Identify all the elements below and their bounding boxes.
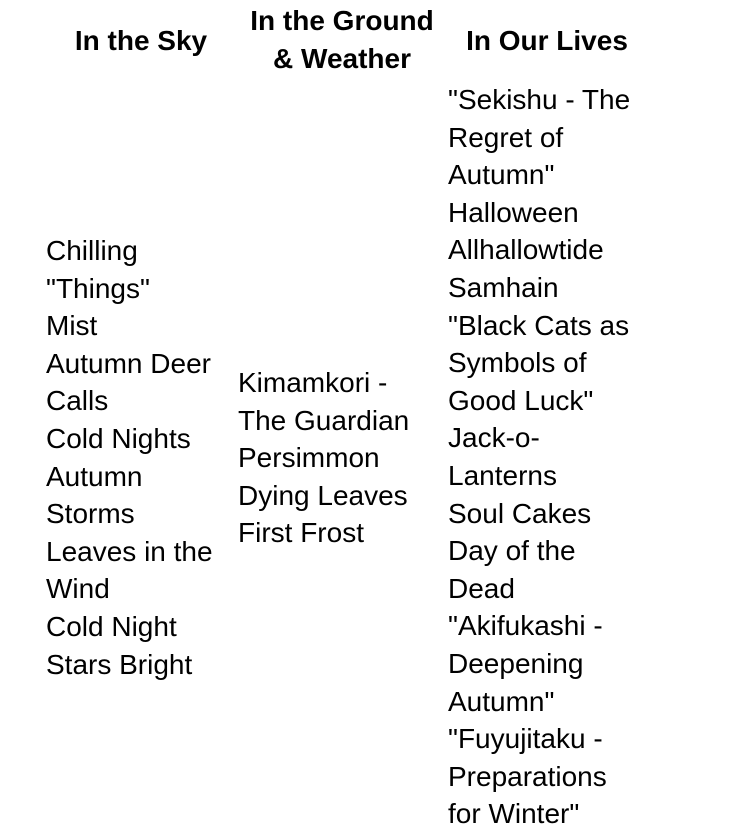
ground-item: Kimamkori - bbox=[238, 367, 388, 398]
header-line: & Weather bbox=[273, 43, 411, 74]
lives-item: Deepening bbox=[448, 647, 584, 679]
lives-item: for Winter" bbox=[448, 798, 580, 830]
sky-item: Wind bbox=[46, 573, 110, 605]
lives-item: "Sekishu - The bbox=[448, 84, 631, 115]
sky-item: Leaves in the bbox=[46, 535, 213, 567]
header-in-the-ground-weather bbox=[230, 2, 454, 78]
sky-item: Stars Bright bbox=[46, 648, 193, 680]
cell-in-our-lives bbox=[448, 81, 698, 833]
sky-item: Calls bbox=[46, 385, 109, 417]
column-in-the-sky bbox=[46, 0, 236, 832]
lives-item: Lanterns bbox=[448, 459, 557, 491]
ground-item: Persimmon bbox=[238, 442, 380, 474]
lives-item: Halloween bbox=[448, 196, 579, 228]
lives-item: Symbols of bbox=[448, 347, 587, 379]
cell-in-the-ground-weather bbox=[238, 364, 446, 552]
sky-item: Autumn bbox=[46, 460, 143, 492]
column-in-our-lives bbox=[448, 0, 698, 832]
sky-item: Cold Night bbox=[46, 610, 177, 642]
sky-item: Cold Nights bbox=[46, 422, 191, 454]
cell-in-the-sky bbox=[46, 232, 236, 683]
lives-item: "Fuyujitaku - bbox=[448, 723, 603, 755]
header-line: In the Ground bbox=[250, 5, 434, 36]
lives-item: "Black Cats as bbox=[448, 309, 630, 341]
lives-item: Allhallowtide bbox=[448, 234, 604, 266]
lives-item: Good Luck" bbox=[448, 384, 594, 416]
lives-item: "Akifukashi - bbox=[448, 610, 603, 642]
sky-item: Mist bbox=[46, 310, 98, 342]
sky-item: Autumn Deer bbox=[46, 347, 211, 379]
header-in-the-sky: In the Sky bbox=[74, 25, 208, 56]
lives-item: Day of the bbox=[448, 535, 576, 567]
lives-item: Regret of bbox=[448, 121, 564, 153]
lives-item: Jack-o- bbox=[448, 422, 540, 454]
lives-item: Soul Cakes bbox=[448, 497, 592, 529]
ground-item: The Guardian bbox=[238, 404, 410, 436]
lives-item: Autumn" bbox=[448, 159, 555, 191]
ground-item: First Frost bbox=[238, 517, 364, 549]
sky-item: "Things" bbox=[46, 272, 150, 304]
ground-item: Dying Leaves bbox=[238, 479, 408, 511]
sky-item: Storms bbox=[46, 498, 135, 530]
column-in-the-ground-weather bbox=[238, 0, 446, 832]
lives-item: Preparations bbox=[448, 760, 607, 792]
lives-item: Dead bbox=[448, 572, 515, 604]
sky-item: Chilling bbox=[46, 235, 138, 266]
lives-item: Autumn" bbox=[448, 685, 555, 717]
header-in-our-lives: In Our Lives bbox=[466, 25, 628, 56]
lives-item: Samhain bbox=[448, 271, 559, 303]
